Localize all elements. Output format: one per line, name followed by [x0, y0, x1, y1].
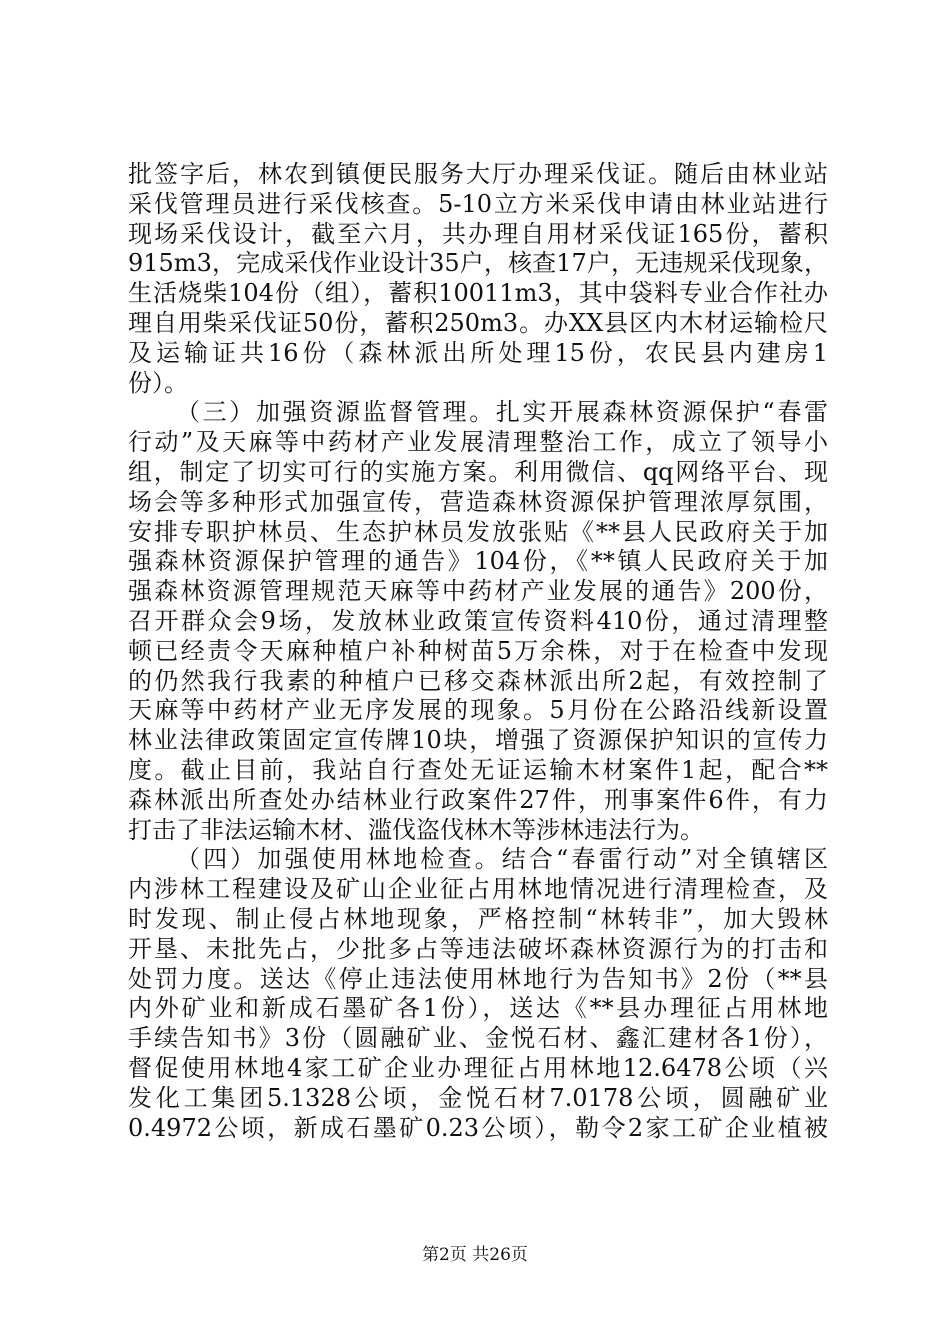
- text-line: 批签字后，林农到镇便民服务大厅办理采伐证。随后由林业站: [128, 160, 828, 188]
- text-line: 度。截止目前，我站自行查处无证运输木材案件1起，配合**: [128, 755, 828, 784]
- text-line: 及运输证共16份（森林派出所处理15份，农民县内建房1: [128, 338, 828, 367]
- text-line: 915m3，完成采伐作业设计35户，核查17户，无违规采伐现象，: [128, 249, 828, 278]
- text-line: 行动”及天麻等中药材产业发展清理整治工作，成立了领导小: [128, 428, 828, 457]
- text-line: 天麻等中药材产业无序发展的现象。5月份在公路沿线新设置: [128, 696, 828, 725]
- text-line: 理自用柴采伐证50份，蓄积250m3。办XX县区内木材运输检尺: [128, 308, 828, 337]
- text-line: （四）加强使用林地检查。结合“春雷行动”对全镇辖区: [176, 845, 828, 874]
- text-line: 组，制定了切实可行的实施方案。利用微信、qq网络平台、现: [128, 457, 828, 486]
- text-line: 场会等多种形式加强宣传，营造森林资源保护管理浓厚氛围，: [128, 487, 828, 516]
- text-line: 处罚力度。送达《停止违法使用林地行为告知书》2份（**县: [128, 964, 828, 993]
- text-line: 顿已经责令天麻种植户补种树苗5万余株，对于在检查中发现: [128, 636, 828, 665]
- text-line: 打击了非法运输木材、滥伐盗伐林木等涉林违法行为。: [128, 815, 704, 844]
- text-line: 手续告知书》3份（圆融矿业、金悦石材、鑫汇建材各1份），: [128, 1024, 828, 1053]
- page-footer: 第2页 共26页: [422, 1245, 528, 1265]
- text-line: 督促使用林地4家工矿企业办理征占用林地12.6478公顷（兴: [128, 1053, 828, 1082]
- text-line: 安排专职护林员、生态护林员发放张贴《**县人民政府关于加: [128, 517, 828, 546]
- text-line: 时发现、制止侵占林地现象，严格控制“林转非”，加大毁林: [128, 904, 828, 933]
- text-line: 召开群众会9场，发放林业政策宣传资料410份，通过清理整: [128, 606, 828, 635]
- text-line: 现场采伐设计，截至六月，共办理自用材采伐证165份，蓄积: [128, 219, 828, 248]
- text-line: 强森林资源管理规范天麻等中药材产业发展的通告》200份，: [128, 577, 828, 606]
- text-line: 生活烧柴104份（组），蓄积10011m3，其中袋料专业合作社办: [128, 279, 828, 308]
- text-line: 强森林资源保护管理的通告》104份，《**镇人民政府关于加: [128, 547, 828, 576]
- text-line: 份）。: [128, 368, 188, 397]
- text-line: 林业法律政策固定宣传牌10块，增强了资源保护知识的宣传力: [128, 726, 828, 755]
- text-line: 森林派出所查处办结林业行政案件27件，刑事案件6件，有力: [128, 785, 828, 814]
- text-line: 发化工集团5.1328公顷，金悦石材7.0178公顷，圆融矿业: [128, 1083, 828, 1112]
- text-line: 采伐管理员进行采伐核查。5-10立方米采伐申请由林业站进行: [128, 189, 828, 218]
- text-line: 开垦、未批先占，少批多占等违法破坏森林资源行为的打击和: [128, 934, 828, 963]
- text-line: 内涉林工程建设及矿山企业征占用林地情况进行清理检查，及: [128, 875, 828, 904]
- text-line: （三）加强资源监督管理。扎实开展森林资源保护“春雷: [176, 398, 828, 427]
- text-line: 内外矿业和新成石墨矿各1份），送达《**县办理征占用林地: [128, 994, 828, 1023]
- text-line: 0.4972公顷，新成石墨矿0.23公顷），勒令2家工矿企业植被: [128, 1113, 828, 1142]
- document-body: [128, 160, 828, 1143]
- text-line: 的仍然我行我素的种植户已移交森林派出所2起，有效控制了: [128, 666, 828, 695]
